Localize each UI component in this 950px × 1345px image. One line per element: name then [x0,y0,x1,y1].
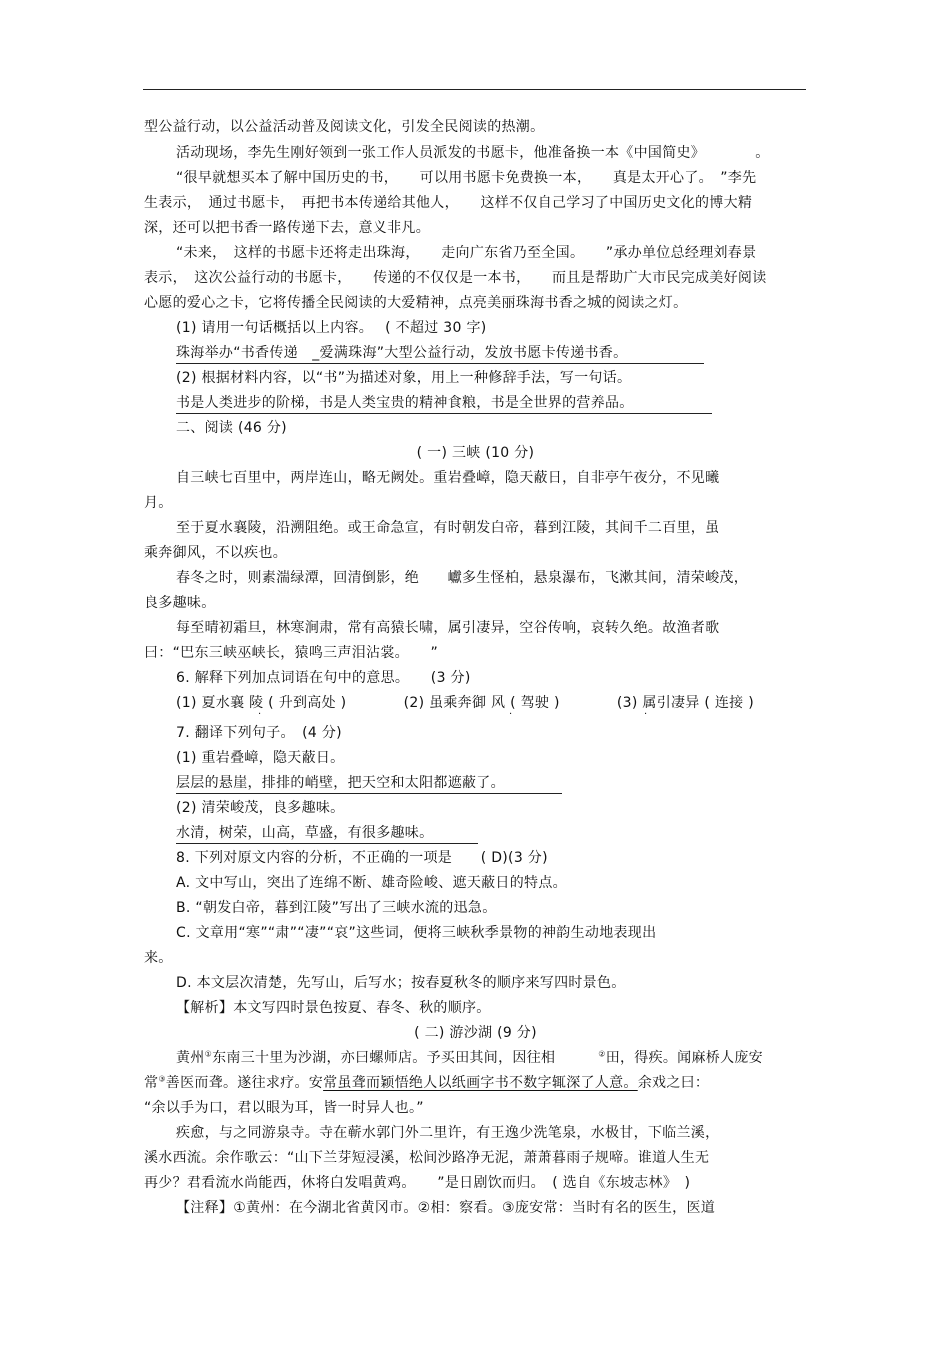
answer-1: 珠海举办“书香传递 _爱满珠海”大型公益行动，发放书愿卡传递书香。 [176,343,704,364]
text-line: 常③善医而聋。遂往求疗。安常虽聋而颖悟绝人以纸画字书不数字辄深了人意。余戏之曰： [144,1074,710,1091]
footnote-mark: ① [204,1049,213,1059]
text-line: 曰：“巴东三峡巫峡长，猿鸣三声泪沾裳。 ” [144,645,439,661]
text-line: 型公益行动，以公益活动普及阅读文化，引发全民阅读的热潮。 [144,119,545,135]
text-line: 黄州①东南三十里为沙湖，亦曰螺师店。予买田其间，因往相 ②田，得疾。闻麻桥人庞安 [176,1049,763,1066]
section-heading-reading: 二、阅读 (46 分) [176,420,287,436]
answer-6: (1) 夏水襄 陵 ( 升到高处 ) (2) 虽乘奔御 风 ( 驾驶 ) (3) 属引凄异 ( 连接 ) [176,695,754,711]
text-line: 乘奔御风，不以疾也。 [144,545,287,561]
text-line: 溪水西流。余作歌云：“山下兰芽短浸溪，松间沙路净无泥，萧萧暮雨子规啼。谁道人生无 [144,1150,710,1166]
text-line: 良多趣味。 [144,595,216,611]
footnote-mark: ② [598,1049,606,1059]
text-line: 月。 [144,495,173,511]
emphasis-dot: · [509,709,513,720]
option-c: C. 文章用“寒”“肃”“凄”“哀”这些词，便将三峡秋季景物的神韵生动地表现出 [176,925,657,941]
header-rule [143,89,806,90]
subsection-title-sanxia: ( 一) 三峡 (10 分) [416,445,535,461]
text-line: 深，还可以把书香一路传递下去，意义非凡。 [144,220,430,236]
question-7-1: (1) 重岩叠嶂，隐天蔽日。 [176,750,345,766]
subsection-title-shahu: ( 二) 游沙湖 (9 分) [414,1025,537,1041]
option-b: B. “朝发白帝，暮到江陵”写出了三峡水流的迅急。 [176,900,497,916]
question-7-2: (2) 清荣峻茂，良多趣味。 [176,800,345,816]
text-line: 表示， 这次公益行动的书愿卡， 传递的不仅仅是一本书， 而且是帮助广大市民完成美好阅读 [144,270,767,286]
analysis-note: 【解析】本文写四时景色按夏、春冬、秋的顺序。 [176,1000,491,1016]
answer-2: 书是人类进步的阶梯，书是人类宝贵的精神食粮，书是全世界的营养品。 [176,393,712,414]
text-line: 生表示， 通过书愿卡， 再把书本传递给其他人， 这样不仅自己学习了中国历史文化的博大精 [144,195,753,211]
option-a: A. 文中写山，突出了连绵不断、雄奇险峻、遮天蔽日的特点。 [176,875,567,891]
text-line: 再少？君看流水尚能西，休将白发唱黄鸡。 ”是日剧饮而归。 ( 选自《东坡志林》 ) [144,1175,691,1191]
text-line: 春冬之时，则素湍绿潭，回清倒影，绝 巘多生怪柏，悬泉瀑布，飞漱其间，清荣峻茂， [176,570,748,586]
question-8: 8. 下列对原文内容的分析，不正确的一项是 ( D)(3 分) [176,850,548,866]
underlined-sentence: 常虽聋而颖悟绝人以纸画字书不数字辄深了人意。 [323,1075,638,1091]
emphasis-dot: · [258,709,262,720]
text-line: 心愿的爱心之卡，它将传播全民阅读的大爱精神，点亮美丽珠海书香之城的阅读之灯。 [144,295,688,311]
text-line: 每至晴初霜旦，林寒涧肃，常有高猿长啸，属引凄异，空谷传响，哀转久绝。故渔者歌 [176,620,720,636]
text-line: 活动现场，李先生刚好领到一张工作人员派发的书愿卡，他准备换一本《中国简史》 。 [176,145,770,161]
question-1: (1) 请用一句话概括以上内容。 ( 不超过 30 字) [176,320,487,336]
footnote-mark: ③ [158,1074,166,1084]
emphasis-dot: · [644,709,648,720]
option-c-cont: 来。 [144,950,173,966]
question-2: (2) 根据材料内容，以“书”为描述对象，用上一种修辞手法，写一句话。 [176,370,632,386]
answer-7-1: 层层的悬崖，排排的峭壁，把天空和太阳都遮蔽了。 [176,773,562,794]
option-d: D. 本文层次清楚，先写山，后写水；按春夏秋冬的顺序来写四时景色。 [176,975,626,991]
footnotes: 【注释】①黄州：在今湖北省黄冈市。②相：察看。③庞安常：当时有名的医生，医道 [176,1200,716,1216]
text-line: 至于夏水襄陵，沿溯阻绝。或王命急宣，有时朝发白帝，暮到江陵，其间千二百里，虽 [176,520,720,536]
text-line: “很早就想买本了解中国历史的书， 可以用书愿卡免费换一本， 真是太开心了。 ”李先 [176,170,757,186]
question-6: 6. 解释下列加点词语在句中的意思。 (3 分) [176,670,471,686]
text-line: 自三峡七百里中，两岸连山，略无阙处。重岩叠嶂，隐天蔽日，自非亭午夜分，不见曦 [176,470,720,486]
text-line: “未来， 这样的书愿卡还将走出珠海， 走向广东省乃至全国。 ”承办单位总经理刘春景 [176,245,757,261]
text-line: 疾愈，与之同游泉寺。寺在蕲水郭门外二里许，有王逸少洗笔泉，水极甘，下临兰溪， [176,1125,720,1141]
text-line: “余以手为口，君以眼为耳，皆一时异人也。” [144,1100,424,1116]
answer-7-2: 水清，树荣，山高，草盛，有很多趣味。 [176,823,478,844]
question-7: 7. 翻译下列句子。 (4 分) [176,725,342,741]
